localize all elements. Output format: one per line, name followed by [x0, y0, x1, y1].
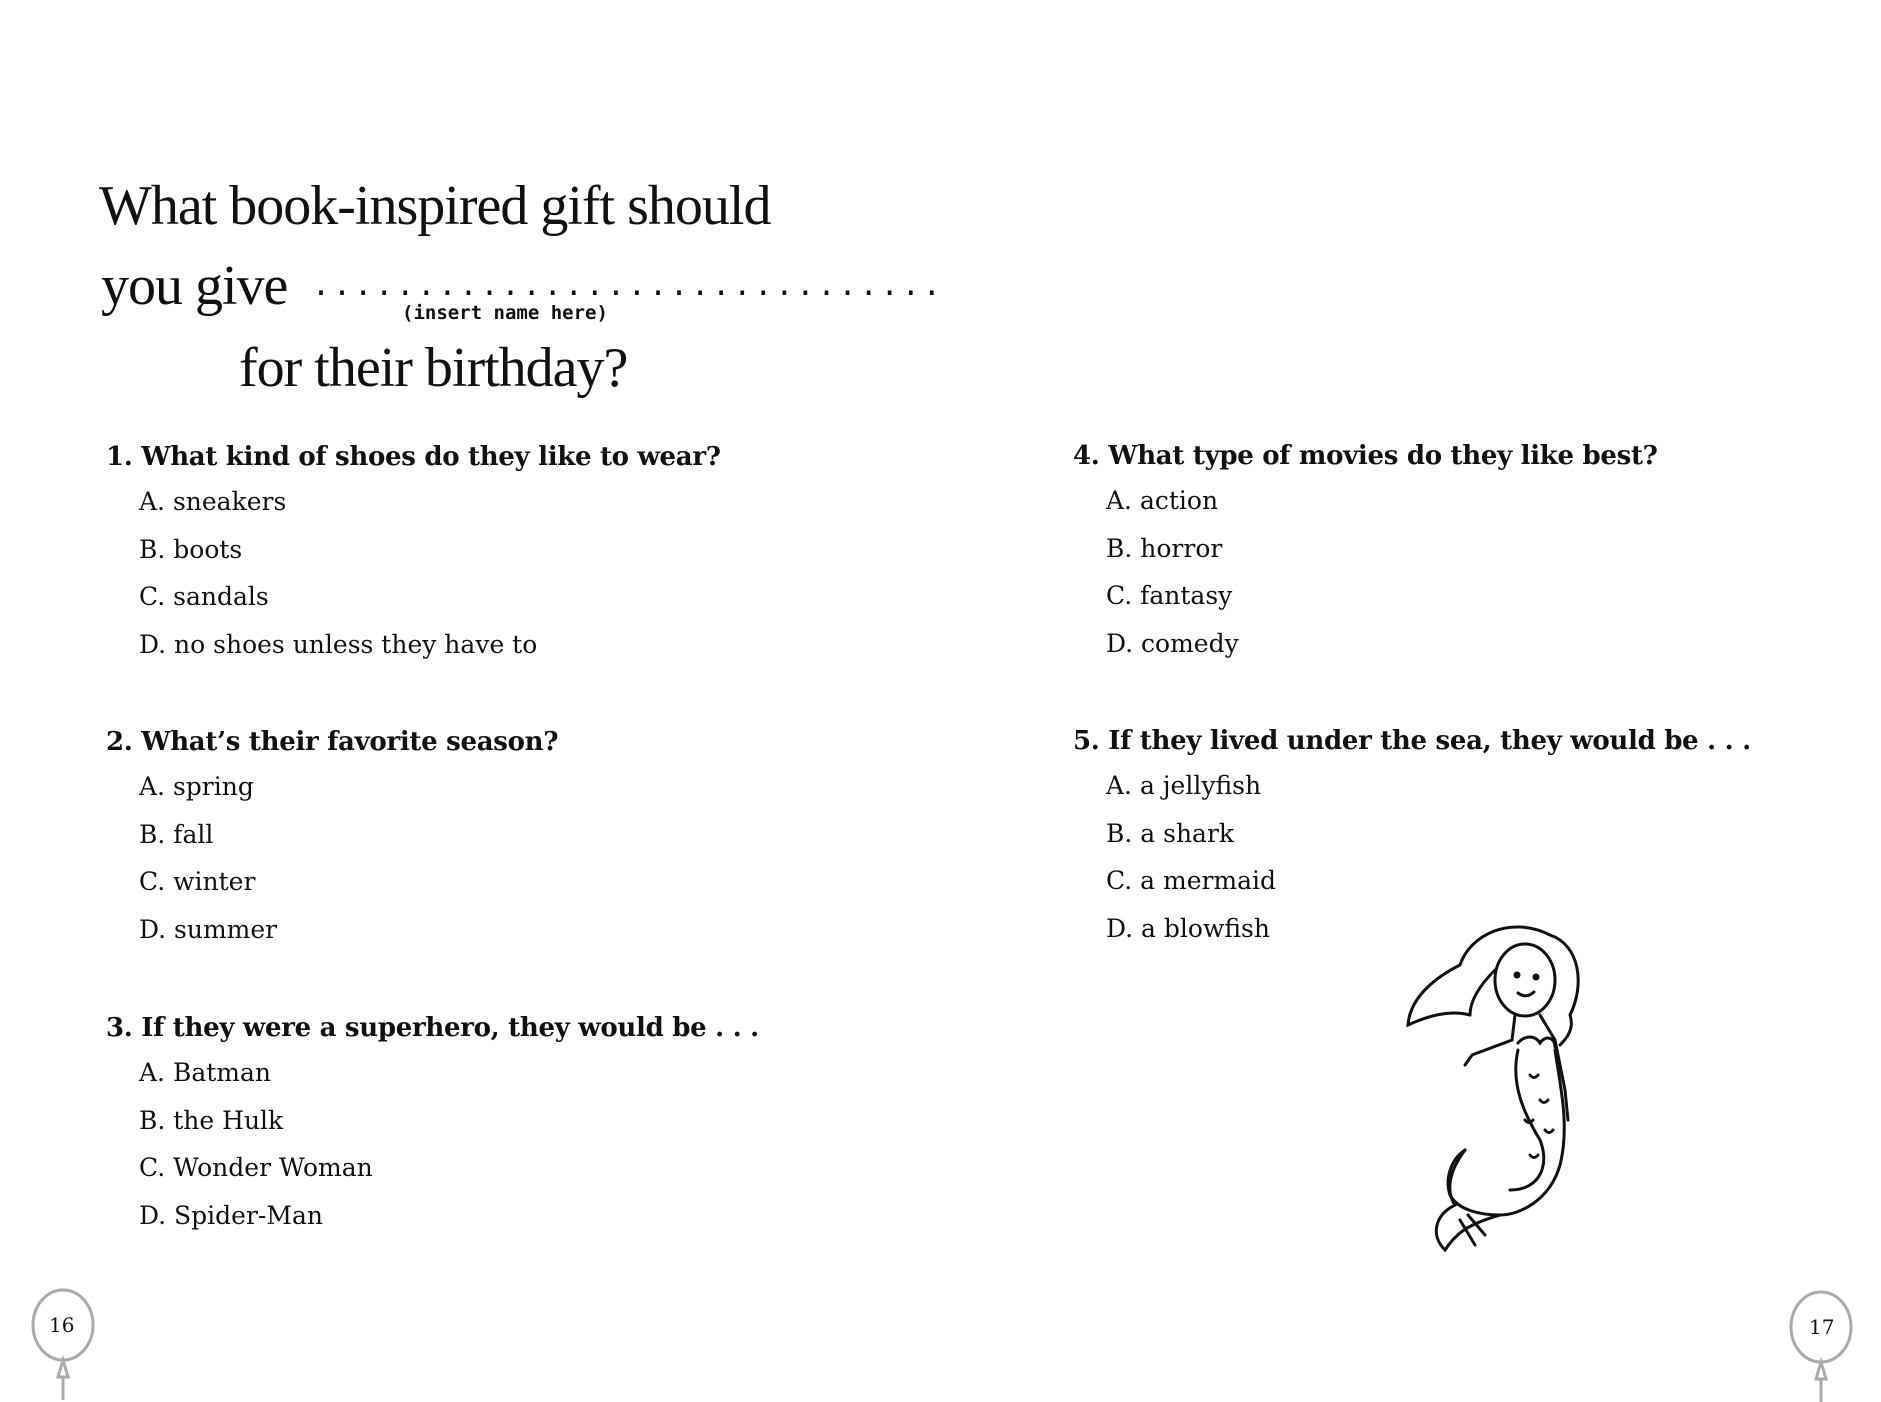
page-number-left: 16: [49, 1313, 75, 1337]
title-line-1: What book-inspired gift should: [99, 175, 771, 237]
option: A. sneakers: [139, 487, 287, 516]
option: C. a mermaid: [1106, 866, 1277, 896]
question-text: 4. What type of movies do they like best?: [1073, 441, 1658, 471]
option: B. boots: [139, 534, 243, 564]
name-blank-hint: (insert name here): [402, 302, 608, 324]
option: C. winter: [139, 867, 256, 897]
balloon-icon-left: [28, 1285, 98, 1400]
question-text: 3. If they were a superhero, they would be . . .: [106, 1013, 759, 1043]
option: C. sandals: [139, 582, 269, 612]
balloon-icon-right: [1786, 1287, 1856, 1402]
question-4: [1073, 441, 1658, 673]
option: B. the Hulk: [139, 1105, 284, 1135]
name-blank[interactable]: ..............................: [312, 268, 944, 303]
option: D. comedy: [1106, 628, 1239, 658]
question-text: 1. What kind of shoes do they like to wear?: [106, 442, 721, 472]
option: A. action: [1106, 486, 1219, 515]
question-text: 5. If they lived under the sea, they would be . . .: [1073, 726, 1751, 756]
title-line-2: you give: [101, 255, 288, 317]
option: C. fantasy: [1106, 581, 1233, 611]
question-2: [106, 727, 558, 959]
title-line-3: for their birthday?: [239, 337, 628, 399]
page-number-right: 17: [1809, 1315, 1835, 1339]
option: D. summer: [139, 914, 278, 944]
option: B. fall: [139, 819, 214, 849]
question-3: [106, 1013, 759, 1245]
question-text: 2. What’s their favorite season?: [106, 727, 559, 757]
question-1: [106, 442, 721, 674]
option: D. Spider-Man: [139, 1200, 323, 1230]
option: B. a shark: [1106, 818, 1235, 848]
option: B. horror: [1106, 533, 1223, 563]
option: D. a blowfish: [1106, 913, 1270, 943]
option: A. spring: [139, 772, 254, 801]
option: C. Wonder Woman: [139, 1153, 373, 1183]
option: D. no shoes unless they have to: [139, 629, 538, 659]
option: A. a jellyfish: [1106, 771, 1262, 800]
mermaid-illustration: [1400, 915, 1630, 1260]
option: A. Batman: [139, 1058, 271, 1087]
